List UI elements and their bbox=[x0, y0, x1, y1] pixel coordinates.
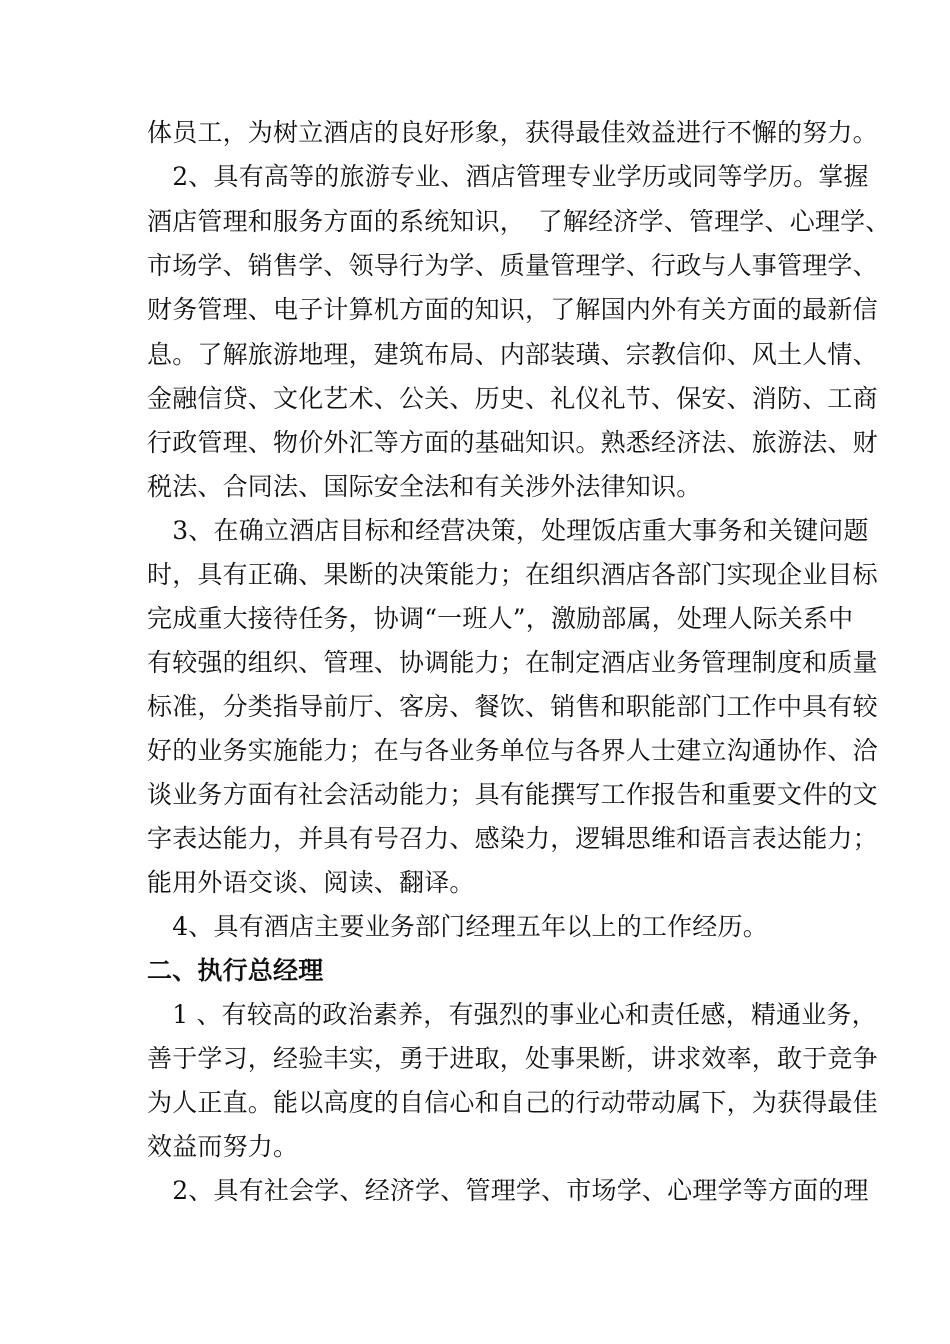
text-line: 能用外语交谈、阅读、翻译。 bbox=[147, 868, 475, 897]
text-line: 市场学、销售学、领导行为学、质量管理学、行政与人事管理学、 bbox=[147, 251, 878, 280]
text-line: 4、具有酒店主要业务部门经理五年以上的工作经历。 bbox=[147, 912, 768, 941]
text-line: 1 、有较高的政治素养，有强烈的事业心和责任感，精通业务， bbox=[147, 1000, 877, 1029]
text-line: 标准，分类指导前厅、客房、餐饮、销售和职能部门工作中具有较 bbox=[147, 692, 878, 721]
text-line: 税法、合同法、国际安全法和有关涉外法律知识。 bbox=[147, 472, 702, 501]
text-line: 2、具有高等的旅游专业、酒店管理专业学历或同等学历。掌握 bbox=[147, 162, 869, 191]
text-line: 完成重大接待任务，协调“一班人”，激励部属，处理人际关系中 bbox=[147, 604, 854, 633]
text-line: 酒店管理和服务方面的系统知识， 了解经济学、管理学、心理学、 bbox=[147, 207, 891, 236]
text-line: 体员工，为树立酒店的良好形象，获得最佳效益进行不懈的努力。 bbox=[147, 118, 878, 147]
text-line: 金融信贷、文化艺术、公关、历史、礼仪礼节、保安、消防、工商 bbox=[147, 384, 878, 413]
text-line: 善于学习，经验丰实，勇于进取，处事果断，讲求效率，敢于竞争 bbox=[147, 1044, 878, 1073]
text-line: 好的业务实施能力；在与各业务单位与各界人士建立沟通协作、洽 bbox=[147, 736, 878, 765]
text-line: 为人正直。能以高度的自信心和自己的行动带动属下，为获得最佳 bbox=[147, 1088, 878, 1117]
text-line: 时，具有正确、果断的决策能力；在组织酒店各部门实现企业目标 bbox=[147, 560, 878, 589]
text-line: 有较强的组织、管理、协调能力；在制定酒店业务管理制度和质量 bbox=[147, 648, 878, 677]
text-line: 息。了解旅游地理，建筑布局、内部装璜、宗教信仰、风土人情、 bbox=[147, 340, 878, 369]
text-line: 行政管理、物价外汇等方面的基础知识。熟悉经济法、旅游法、财 bbox=[147, 428, 878, 457]
text-line: 字表达能力，并具有号召力、感染力，逻辑思维和语言表达能力； bbox=[147, 824, 878, 853]
text-line: 效益而努力。 bbox=[147, 1132, 299, 1161]
text-line: 2、具有社会学、经济学、管理学、市场学、心理学等方面的理 bbox=[147, 1176, 869, 1205]
section-heading: 二、执行总经理 bbox=[147, 956, 324, 985]
text-line: 财务管理、电子计算机方面的知识，了解国内外有关方面的最新信 bbox=[147, 295, 878, 324]
text-line: 3、在确立酒店目标和经营决策，处理饭店重大事务和关键问题 bbox=[147, 516, 869, 545]
text-line: 谈业务方面有社会活动能力；具有能撰写工作报告和重要文件的文 bbox=[147, 780, 878, 809]
